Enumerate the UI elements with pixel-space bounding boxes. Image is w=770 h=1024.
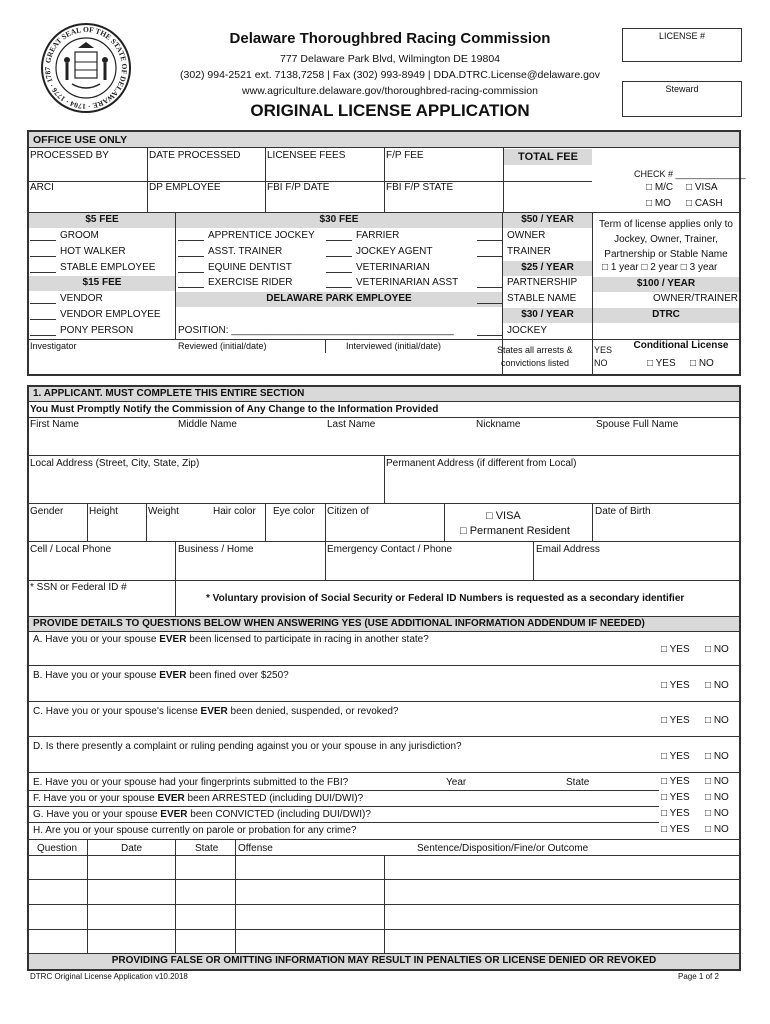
cell-phone-field[interactable]: Cell / Local Phone: [30, 544, 112, 555]
email-field[interactable]: Email Address: [536, 544, 600, 555]
fee-30-year-header: $30 / YEAR: [503, 308, 592, 323]
question-c-ever: EVER: [200, 706, 228, 717]
question-g: [33, 809, 371, 820]
fee-50-header: $50 / YEAR: [503, 213, 592, 228]
fee5-stable-employee[interactable]: [30, 262, 155, 273]
question-h: H. Are you or your spouse currently on parole or probation for any crime?: [33, 825, 357, 836]
notify-notice: You Must Promptly Notify the Commission of Any Change to the Information Provided: [30, 404, 439, 415]
fee30y-jockey-label: JOCKEY: [507, 325, 548, 336]
fee5-groom[interactable]: [30, 230, 99, 241]
fee5-hot-walker[interactable]: [30, 246, 126, 257]
question-f-text-2: been ARRESTED (including DUI/DWI)?: [184, 793, 364, 804]
fee50-trainer-label: TRAINER: [507, 246, 551, 257]
fee30-apprentice-jockey-label: APPRENTICE JOCKEY: [208, 230, 315, 241]
question-b-no[interactable]: □ NO: [705, 680, 729, 691]
applicant-section-title: 1. APPLICANT. MUST COMPLETE THIS ENTIRE SECTION: [29, 387, 739, 402]
form-version: DTRC Original License Application v10.2018: [30, 972, 188, 981]
fbi-fp-date-label: FBI F/P DATE: [267, 182, 330, 193]
fee25-partnership[interactable]: [477, 277, 577, 288]
question-a-ever: EVER: [159, 634, 187, 645]
business-phone-field[interactable]: Business / Home: [178, 544, 254, 555]
question-e: E. Have you or your spouse had your fingerprints submitted to the FBI?: [33, 777, 349, 788]
fee-100-header: $100 / YEAR: [593, 277, 739, 292]
fee30-asst-trainer[interactable]: [178, 246, 282, 257]
last-name-field[interactable]: Last Name: [327, 419, 376, 430]
question-b-yes[interactable]: □ YES: [661, 680, 690, 691]
question-e-yes[interactable]: □ YES: [661, 776, 690, 787]
delaware-park-header: DELAWARE PARK EMPLOYEE: [176, 292, 502, 307]
convictions-label: convictions listed: [501, 358, 570, 368]
arrests-label: States all arrests &: [497, 345, 573, 355]
dp-employee-label: DP EMPLOYEE: [149, 182, 221, 193]
fee15-pony-person-label: PONY PERSON: [60, 325, 134, 336]
question-d-yes[interactable]: □ YES: [661, 751, 690, 762]
license-number-label: LICENSE #: [658, 31, 706, 41]
col-date: Date: [121, 843, 143, 854]
fee-25-header: $25 / YEAR: [503, 261, 592, 276]
fee30-equine-dentist[interactable]: [178, 262, 292, 273]
fee25-partnership-label: PARTNERSHIP: [507, 277, 578, 288]
question-g-text-2: been CONVICTED (including DUI/DWI)?: [187, 809, 371, 820]
total-fee-label: TOTAL FEE: [504, 149, 592, 165]
question-c-no[interactable]: □ NO: [705, 715, 729, 726]
arrests-yes[interactable]: YES: [594, 345, 613, 355]
arci-label: ARCI: [30, 182, 54, 193]
question-f-yes[interactable]: □ YES: [661, 792, 690, 803]
fee15-vendor-employee[interactable]: [30, 309, 161, 320]
fee30-exercise-rider-label: EXERCISE RIDER: [208, 277, 293, 288]
permanent-resident-checkbox[interactable]: □ Permanent Resident: [460, 525, 570, 537]
question-g-text-1: G. Have you or your spouse: [33, 809, 161, 820]
interviewed-label: Interviewed (initial/date): [346, 341, 442, 351]
fee30y-jockey[interactable]: [477, 325, 547, 336]
voluntary-ssn-note: * Voluntary provision of Social Security or Federal ID Numbers is requested as a secondary identifier: [206, 593, 685, 604]
position-field[interactable]: POSITION: ________________________________________: [178, 325, 454, 336]
question-f-no[interactable]: □ NO: [705, 792, 729, 803]
question-a-no[interactable]: □ NO: [705, 644, 729, 655]
fee15-pony-person[interactable]: [30, 325, 133, 336]
fbi-fp-state-label: FBI F/P STATE: [386, 182, 454, 193]
fee-15-header: $15 FEE: [29, 276, 175, 291]
question-c: [33, 706, 398, 717]
commission-address: 777 Delaware Park Blvd, Wilmington DE 19804: [279, 53, 501, 65]
first-name-field[interactable]: First Name: [30, 419, 79, 430]
fee30-veterinarian-label: VETERINARIAN: [356, 262, 430, 273]
fee30-asst-trainer-label: ASST. TRAINER: [208, 246, 283, 257]
mo-checkbox[interactable]: □ MO: [646, 198, 671, 209]
dtrc-header: DTRC: [593, 308, 739, 323]
fee30-equine-dentist-label: EQUINE DENTIST: [208, 262, 292, 273]
question-g-ever: EVER: [160, 809, 188, 820]
emergency-contact-field[interactable]: Emergency Contact / Phone: [327, 544, 453, 555]
commission-contact: (302) 994-2521 ext. 7138,7258 | Fax (302) 993-8949 | DDA.DTRC.License@delaware.gov: [179, 69, 600, 81]
fee30-veterinarian-asst-label: VETERINARIAN ASST: [356, 277, 459, 288]
visa-checkbox-applicant[interactable]: □ VISA: [486, 510, 521, 522]
fee30-farrier[interactable]: [326, 230, 399, 241]
state-seal: [40, 22, 132, 114]
question-e-year[interactable]: Year: [446, 777, 467, 788]
col-offense: Offense: [238, 843, 273, 854]
question-f-ever: EVER: [157, 793, 185, 804]
question-g-yes[interactable]: □ YES: [661, 808, 690, 819]
steward-label: Steward: [665, 84, 699, 94]
fee25-stable-name-label: STABLE NAME: [507, 293, 577, 304]
fee15-vendor-employee-label: VENDOR EMPLOYEE: [60, 309, 161, 320]
question-f-text-1: F. Have you or your spouse: [33, 793, 158, 804]
question-g-no[interactable]: □ NO: [705, 808, 729, 819]
question-h-no[interactable]: □ NO: [705, 824, 729, 835]
question-f: [33, 793, 363, 804]
question-a-text-2: been licensed to participate in racing in another state?: [186, 634, 429, 645]
citizen-of-field[interactable]: Citizen of: [327, 506, 369, 517]
question-c-text-1: C. Have you or your spouse's license: [33, 706, 201, 717]
fee30-jockey-agent[interactable]: [326, 246, 433, 257]
cash-checkbox[interactable]: □ CASH: [686, 198, 723, 209]
question-e-no[interactable]: □ NO: [705, 776, 729, 787]
fee30-exercise-rider[interactable]: [178, 277, 292, 288]
page-number: Page 1 of 2: [678, 972, 719, 981]
conditional-no-checkbox[interactable]: □ NO: [690, 358, 714, 369]
question-b-text-1: B. Have you or your spouse: [33, 670, 160, 681]
hair-color-field[interactable]: Hair color: [213, 506, 256, 517]
seal-lettering: GREAT SEAL OF THE STATE OF DELAWARE · 1704 · 1776 · 1787: [42, 24, 130, 112]
fp-fee-label: F/P FEE: [386, 150, 424, 161]
investigator-label: Investigator: [30, 341, 77, 351]
license-number-field[interactable]: [622, 28, 742, 62]
col-question: Question: [37, 843, 78, 854]
fee50-trainer[interactable]: [477, 246, 551, 257]
owner-trainer-label: OWNER/TRAINER: [653, 293, 738, 304]
fee-30-header: $30 FEE: [176, 213, 502, 228]
question-b-ever: EVER: [159, 670, 187, 681]
question-e-state[interactable]: State: [566, 777, 590, 788]
fee30-veterinarian[interactable]: [326, 262, 430, 273]
conditional-yes-checkbox[interactable]: □ YES: [647, 358, 676, 369]
question-b-text-2: been fined over $250?: [186, 670, 289, 681]
question-a-yes[interactable]: □ YES: [661, 644, 690, 655]
term-options[interactable]: □ 1 year □ 2 year □ 3 year: [602, 262, 718, 273]
fee15-vendor-label: VENDOR: [60, 293, 103, 304]
col-sentence: Sentence/Disposition/Fine/or Outcome: [417, 843, 589, 854]
fee50-owner-label: OWNER: [507, 230, 546, 241]
check-number-field[interactable]: CHECK # ______________: [634, 169, 746, 179]
licensee-fees-label: LICENSEE FEES: [267, 150, 346, 161]
term-note: Term of license applies only to Jockey, Owner, Trainer, Partnership or Stable Name: [599, 219, 733, 260]
date-of-birth-field[interactable]: Date of Birth: [595, 506, 651, 517]
fee15-vendor[interactable]: [30, 293, 103, 304]
question-h-yes[interactable]: □ YES: [661, 824, 690, 835]
false-info-warning: PROVIDING FALSE OR OMITTING INFORMATION MAY RESULT IN PENALTIES OR LICENSE DENIED OR REVOKED: [29, 954, 739, 969]
arrests-no[interactable]: NO: [594, 358, 608, 368]
processed-by-label: PROCESSED BY: [30, 150, 109, 161]
spouse-name-field[interactable]: Spouse Full Name: [596, 419, 679, 430]
permanent-address-field[interactable]: Permanent Address (if different from Local): [386, 458, 577, 469]
question-a: [33, 634, 429, 645]
local-address-field[interactable]: Local Address (Street, City, State, Zip): [30, 458, 200, 469]
fee5-groom-label: GROOM: [60, 230, 99, 241]
fee-5-header: $5 FEE: [29, 213, 175, 228]
question-d: D. Is there presently a complaint or ruling pending against you or your spouse in any jurisdiction?: [33, 741, 462, 752]
fee5-stable-employee-label: STABLE EMPLOYEE: [60, 262, 156, 273]
office-use-title: OFFICE USE ONLY: [29, 132, 739, 148]
question-a-text-1: A. Have you or your spouse: [33, 634, 160, 645]
visa-checkbox[interactable]: □ VISA: [686, 182, 718, 193]
fee25-stable-name[interactable]: [477, 293, 576, 304]
steward-field[interactable]: [622, 81, 742, 117]
height-field[interactable]: Height: [89, 506, 118, 517]
commission-title: Delaware Thoroughbred Racing Commission: [229, 30, 551, 47]
eye-color-field[interactable]: Eye color: [273, 506, 315, 517]
nickname-field[interactable]: Nickname: [476, 419, 521, 430]
reviewed-label: Reviewed (initial/date): [178, 341, 267, 351]
question-b: [33, 670, 289, 681]
question-c-text-2: been denied, suspended, or revoked?: [227, 706, 399, 717]
fee5-hot-walker-label: HOT WALKER: [60, 246, 126, 257]
ssn-field[interactable]: * SSN or Federal ID #: [30, 582, 127, 593]
col-state: State: [195, 843, 219, 854]
question-d-no[interactable]: □ NO: [705, 751, 729, 762]
conditional-license-label: Conditional License: [633, 340, 729, 351]
middle-name-field[interactable]: Middle Name: [178, 419, 237, 430]
question-c-yes[interactable]: □ YES: [661, 715, 690, 726]
fee30-apprentice-jockey[interactable]: [178, 230, 315, 241]
gender-field[interactable]: Gender: [30, 506, 64, 517]
form-title: ORIGINAL LICENSE APPLICATION: [250, 101, 530, 120]
fee30-jockey-agent-label: JOCKEY AGENT: [356, 246, 433, 257]
date-processed-label: DATE PROCESSED: [149, 150, 241, 161]
questions-header: PROVIDE DETAILS TO QUESTIONS BELOW WHEN ANSWERING YES (USE ADDITIONAL INFORMATION ADDENDUM IF NEEDED): [29, 617, 739, 632]
fee50-owner[interactable]: [477, 230, 545, 241]
commission-website: www.agriculture.delaware.gov/thoroughbred-racing-commission: [242, 85, 538, 97]
fee30-farrier-label: FARRIER: [356, 230, 400, 241]
fee30-veterinarian-asst[interactable]: [326, 277, 458, 288]
mc-checkbox[interactable]: □ M/C: [646, 182, 674, 193]
weight-field[interactable]: Weight: [148, 506, 179, 517]
